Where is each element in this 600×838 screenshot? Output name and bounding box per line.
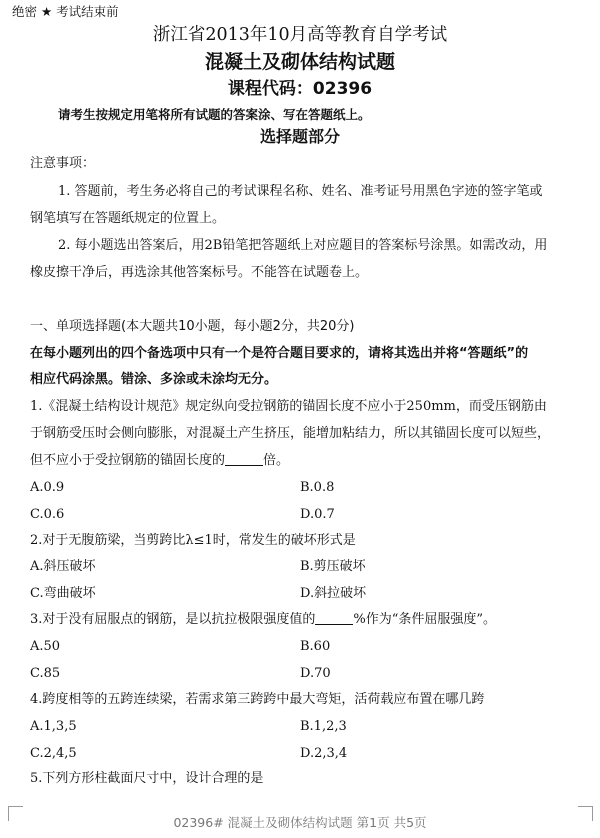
q2-text: 2.对于无腹筋梁，当剪跨比λ≤1时，常发生的破坏形式是 — [30, 533, 356, 548]
q2-option-d: D.斜拉破坏 — [300, 586, 367, 601]
q3-text-post: %作为“条件屈服强度”。 — [353, 612, 497, 627]
note-item-2-line2: 橡皮擦干净后，再选涂其他答案标号。不能答在试题卷上。 — [30, 265, 369, 280]
q1-line2: 于钢筋受压时会侧向膨胀，对混凝土产生挤压，能增加粘结力，所以其锚固长度可以短些， — [30, 426, 551, 441]
answer-blank — [225, 452, 263, 466]
note-item-1-line2: 钢笔填写在答题纸规定的位置上。 — [30, 211, 226, 226]
note-item-2-line1: 2. 每小题选出答案后，用2B铅笔把答题纸上对应题目的答案标号涂黑。如需改动，用 — [58, 238, 548, 253]
note-item-1-line1: 1. 答题前，考生务必将自己的考试课程名称、姓名、准考证号用黑色字迹的签字笔或 — [58, 184, 543, 199]
confidential-label: 绝密 ★ 考试结束前 — [12, 4, 119, 19]
q1-line3 — [30, 447, 289, 474]
q3-option-a: A.50 — [30, 639, 61, 654]
q4-option-a: A.1,3,5 — [30, 719, 77, 734]
exam-title: 浙江省2013年10月高等教育自学考试 — [152, 25, 448, 45]
part1-heading: 一、单项选择题(本大题共10小题，每小题2分，共20分) — [30, 319, 355, 334]
part1-instruction-line1: 在每小题列出的四个备选项中只有一个是符合题目要求的，请将其选出并将“答题纸”的 — [30, 346, 529, 361]
part1-instruction-line2: 相应代码涂黑。错涂、多涂或未涂均无分。 — [30, 372, 278, 387]
q4-text: 4.跨度相等的五跨连续梁，若需求第三跨跨中最大弯矩，活荷载应布置在哪几跨 — [30, 692, 485, 707]
q2-option-c: C.弯曲破坏 — [30, 586, 96, 601]
q3-option-d: D.70 — [300, 666, 331, 681]
page-footer: 02396# 混凝土及砌体结构试题 第1页 共5页 — [173, 815, 427, 830]
notes-heading: 注意事项： — [30, 156, 96, 171]
q1-option-c: C.0.6 — [30, 507, 65, 522]
subject-title: 混凝土及砌体结构试题 — [204, 51, 395, 73]
q1-option-a: A.0.9 — [30, 480, 65, 495]
q1-line1: 1.《混凝土结构设计规范》规定纵向受拉钢筋的锚固长度不应小于250mm，而受压钢筋由 — [30, 399, 547, 414]
q1-line3-post: 倍。 — [263, 453, 290, 468]
q4-option-b: B.1,2,3 — [300, 719, 347, 734]
q4-option-d: D.2,3,4 — [300, 746, 348, 761]
answer-blank — [315, 611, 353, 625]
section-title: 选择题部分 — [259, 127, 340, 146]
q3-option-c: C.85 — [30, 666, 61, 681]
q3-text-pre: 3.对于没有屈服点的钢筋，是以抗拉极限强度值的 — [30, 612, 316, 627]
q3-text — [30, 606, 496, 633]
q2-option-a: A.斜压破坏 — [30, 559, 96, 574]
answer-notice: 请考生按规定用笔将所有试题的答案涂、写在答题纸上。 — [58, 107, 371, 122]
q5-text: 5.下列方形柱截面尺寸中，设计合理的是 — [30, 771, 264, 786]
q1-option-b: B.0.8 — [300, 480, 335, 495]
q4-option-c: C.2,4,5 — [30, 746, 77, 761]
course-code: 课程代码：02396 — [227, 79, 373, 99]
q1-line3-pre: 但不应小于受拉钢筋的锚固长度的 — [30, 453, 226, 468]
q3-option-b: B.60 — [300, 639, 331, 654]
q1-option-d: D.0.7 — [300, 507, 335, 522]
q2-option-b: B.剪压破坏 — [300, 559, 366, 574]
